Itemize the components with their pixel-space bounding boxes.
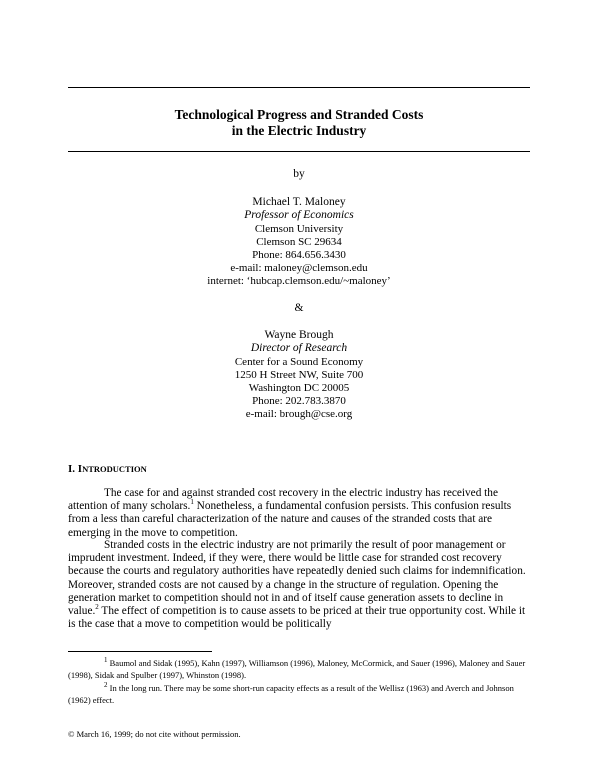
footnote-2: [68, 682, 530, 706]
author2-name: Wayne Brough: [264, 329, 334, 341]
author2-affiliation: Center for a Sound Economy: [234, 356, 364, 368]
footnote-ref-1[interactable]: 1: [190, 498, 194, 507]
paragraph-2-text-a: Stranded costs in the electric industry are not primarily the result of poor management or imprudent investment. Indeed, if they were, there would be little case for stranded cost recovery because the courts and regulatory authorities have repeatedly denied such claims for indemnification. Moreover, stranded costs are not caused by a change in the structure of regulation. Opening the generation market to competition should not in and of itself cause generation assets to decline in value.: [68, 539, 526, 618]
author2-address-2: Washington DC 20005: [248, 382, 350, 394]
author1-name: Michael T. Maloney: [252, 196, 346, 208]
author2-phone: Phone: 202.783.3870: [252, 395, 346, 407]
by-line: by: [293, 168, 305, 180]
author2-role: Director of Research: [250, 342, 348, 354]
section-heading: [68, 463, 147, 475]
author1-phone: Phone: 864.656.3430: [252, 249, 346, 261]
paragraph-1-text-b: Nonetheless, a fundamental confusion persists. This confusion results from a less than careful characterization of the nature and causes of the stranded costs that are emerging in the move to competition.: [68, 500, 512, 539]
paragraph-1: [68, 487, 530, 540]
footnote-rule: [68, 651, 212, 652]
paper-title-line-1: Technological Progress and Stranded Costs: [174, 107, 424, 122]
author1-role: Professor of Economics: [244, 209, 354, 221]
footnote-ref-2[interactable]: 2: [95, 603, 99, 612]
footnote-1-text: Baumol and Sidak (1995), Kahn (1997), Williamson (1996), Maloney, McCormick, and Sauer (1996), Maloney and Sauer (1998), Sidak and Spulber (1997), Whinston (1998).: [68, 658, 526, 680]
ampersand: &: [294, 302, 304, 314]
paragraph-1-text-a: The case for and against stranded cost recovery in the electric industry has received the attention of many scholars.: [68, 487, 498, 513]
paragraph-2: [68, 539, 530, 631]
section-initial: I: [77, 463, 83, 475]
section-rest: NTRODUCTION: [82, 464, 147, 474]
author1-affiliation: Clemson University: [254, 223, 344, 235]
paper-title-line-2: in the Electric Industry: [231, 123, 367, 138]
paragraph-2-text-b: The effect of competition is to cause assets to be priced at their true opportunity cost. While it is the case that a move to competition would be politically: [68, 605, 526, 631]
author1-email: e-mail: maloney@clemson.edu: [230, 262, 368, 274]
top-rule: [68, 87, 530, 88]
footnote-1: [68, 657, 530, 681]
footnote-2-text: In the long run. There may be some short-run capacity effects as a result of the Wellisz (1963) and Averch and Johnson (1962) effect.: [68, 683, 514, 705]
author2-email: e-mail: brough@cse.org: [245, 408, 353, 420]
author2-address-1: 1250 H Street NW, Suite 700: [234, 369, 364, 381]
title-rule: [68, 151, 530, 152]
copyright-notice: © March 16, 1999; do not cite without permission.: [68, 729, 241, 739]
author1-internet: internet: ‘hubcap.clemson.edu/~maloney’: [207, 275, 391, 287]
section-number: I.: [68, 463, 78, 475]
footnote-1-mark: 1: [104, 656, 108, 665]
author1-address: Clemson SC 29634: [256, 236, 342, 248]
footnote-2-mark: 2: [104, 681, 108, 690]
